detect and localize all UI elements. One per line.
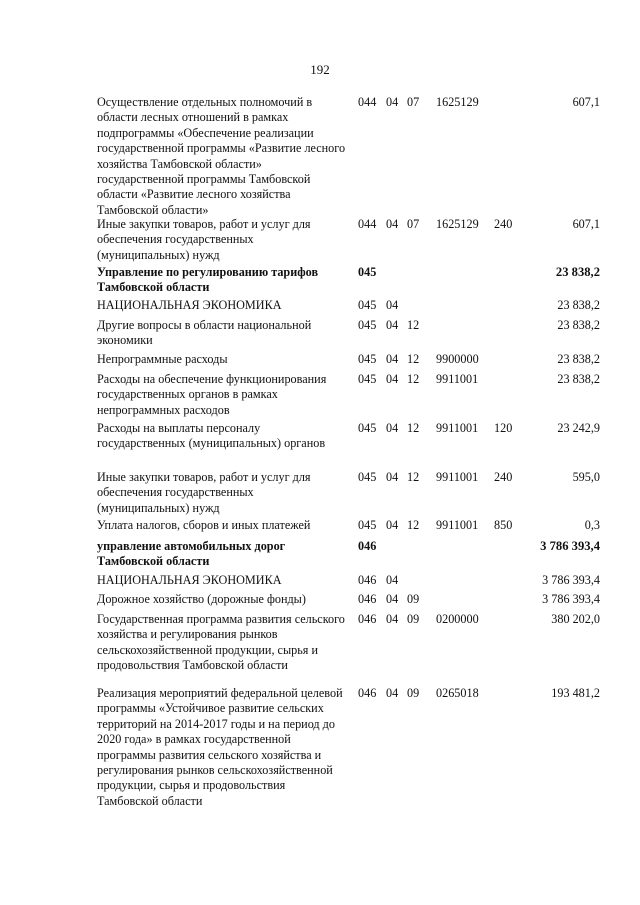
row-sum: 23 838,2 — [557, 372, 600, 386]
row-sum: 3 786 393,4 — [542, 592, 600, 606]
row-min: 045 — [358, 518, 377, 532]
row-min: 046 — [358, 686, 377, 700]
row-min: 044 — [358, 217, 377, 231]
row-min: 046 — [358, 573, 377, 587]
row-sum: 0,3 — [584, 518, 600, 532]
row-pr: 12 — [407, 518, 420, 532]
row-csr: 9911001 — [436, 518, 479, 532]
row-pr: 09 — [407, 686, 420, 700]
row-pr: 07 — [407, 95, 420, 109]
row-sum: 23 838,2 — [557, 352, 600, 366]
row-vr: 120 — [494, 421, 513, 435]
row-rz: 04 — [386, 352, 399, 366]
row-min: 045 — [358, 265, 377, 279]
row-min: 046 — [358, 539, 377, 553]
row-sum: 595,0 — [572, 470, 600, 484]
row-name: Управление по регулированию тарифов Тамбовской области — [97, 265, 319, 295]
row-name: Другие вопросы в области национальной экономики — [97, 318, 312, 348]
row-csr: 9911001 — [436, 470, 479, 484]
row-rz: 04 — [386, 470, 399, 484]
row-min: 046 — [358, 612, 377, 626]
row-pr: 09 — [407, 612, 420, 626]
row-pr: 07 — [407, 217, 420, 231]
row-sum: 607,1 — [572, 217, 600, 231]
row-rz: 04 — [386, 573, 399, 587]
row-csr: 1625129 — [436, 95, 479, 109]
row-rz: 04 — [386, 612, 399, 626]
row-rz: 04 — [386, 95, 399, 109]
row-rz: 04 — [386, 372, 399, 386]
row-csr: 1625129 — [436, 217, 479, 231]
row-min: 044 — [358, 95, 377, 109]
row-rz: 04 — [386, 421, 399, 435]
row-pr: 09 — [407, 592, 420, 606]
row-sum: 23 838,2 — [557, 318, 600, 332]
row-name: Непрограммные расходы — [97, 352, 228, 366]
row-pr: 12 — [407, 352, 420, 366]
row-rz: 04 — [386, 518, 399, 532]
row-min: 045 — [358, 470, 377, 484]
row-name: управление автомобильных дорог Тамбовской области — [97, 539, 286, 569]
row-csr: 9911001 — [436, 372, 479, 386]
row-sum: 23 242,9 — [557, 421, 600, 435]
row-sum: 3 786 393,4 — [540, 539, 600, 553]
row-vr: 240 — [494, 217, 513, 231]
row-name: Государственная программа развития сельского хозяйства и регулирования рынков сельскохозяйственной продукции, сырья и продовольствия Тамбовской области — [97, 612, 345, 673]
row-name: Осуществление отдельных полномочий в области лесных отношений в рамках подпрограммы «Обеспечение реализации государственной программы «Развитие лесного хозяйства Тамбовской области» государственной программы Тамбовской области «Развитие лесного хозяйства Тамбовской области» — [97, 95, 346, 217]
row-name: Расходы на обеспечение функционирования государственных органов в рамках непрограммных расходов — [97, 372, 327, 417]
row-sum: 193 481,2 — [551, 686, 600, 700]
row-name: Иные закупки товаров, работ и услуг для обеспечения государственных (муниципальных) нужд — [97, 217, 311, 262]
row-name: НАЦИОНАЛЬНАЯ ЭКОНОМИКА — [97, 573, 282, 587]
row-name: Реализация мероприятий федеральной целевой программы «Устойчивое развитие сельских территорий на 2014-2017 годы и на период до 2020 года» в рамках государственной программы развития сельского хозяйства и регулирования рынков сельскохозяйственной продукции, сырья и продовольствия Тамбовской области — [97, 686, 343, 808]
row-min: 045 — [358, 318, 377, 332]
row-vr: 240 — [494, 470, 513, 484]
row-sum: 23 838,2 — [555, 265, 600, 279]
row-name: Расходы на выплаты персоналу государственных (муниципальных) органов — [97, 421, 326, 451]
row-vr: 850 — [494, 518, 513, 532]
row-min: 045 — [358, 298, 377, 312]
row-sum: 380 202,0 — [551, 612, 600, 626]
row-min: 045 — [358, 372, 377, 386]
row-min: 045 — [358, 352, 377, 366]
row-name: Уплата налогов, сборов и иных платежей — [97, 518, 311, 532]
row-pr: 12 — [407, 318, 420, 332]
row-sum: 607,1 — [572, 95, 600, 109]
row-min: 045 — [358, 421, 377, 435]
row-rz: 04 — [386, 298, 399, 312]
row-csr: 9900000 — [436, 352, 479, 366]
row-rz: 04 — [386, 592, 399, 606]
row-sum: 3 786 393,4 — [542, 573, 600, 587]
row-pr: 12 — [407, 372, 420, 386]
row-name: НАЦИОНАЛЬНАЯ ЭКОНОМИКА — [97, 298, 282, 312]
page-number: 192 — [310, 62, 330, 77]
row-csr: 0200000 — [436, 612, 479, 626]
row-rz: 04 — [386, 686, 399, 700]
row-rz: 04 — [386, 318, 399, 332]
row-pr: 12 — [407, 470, 420, 484]
row-csr: 9911001 — [436, 421, 479, 435]
row-sum: 23 838,2 — [557, 298, 600, 312]
row-pr: 12 — [407, 421, 420, 435]
row-min: 046 — [358, 592, 377, 606]
row-rz: 04 — [386, 217, 399, 231]
row-csr: 0265018 — [436, 686, 479, 700]
row-name: Иные закупки товаров, работ и услуг для обеспечения государственных (муниципальных) нужд — [97, 470, 311, 515]
row-name: Дорожное хозяйство (дорожные фонды) — [97, 592, 306, 606]
